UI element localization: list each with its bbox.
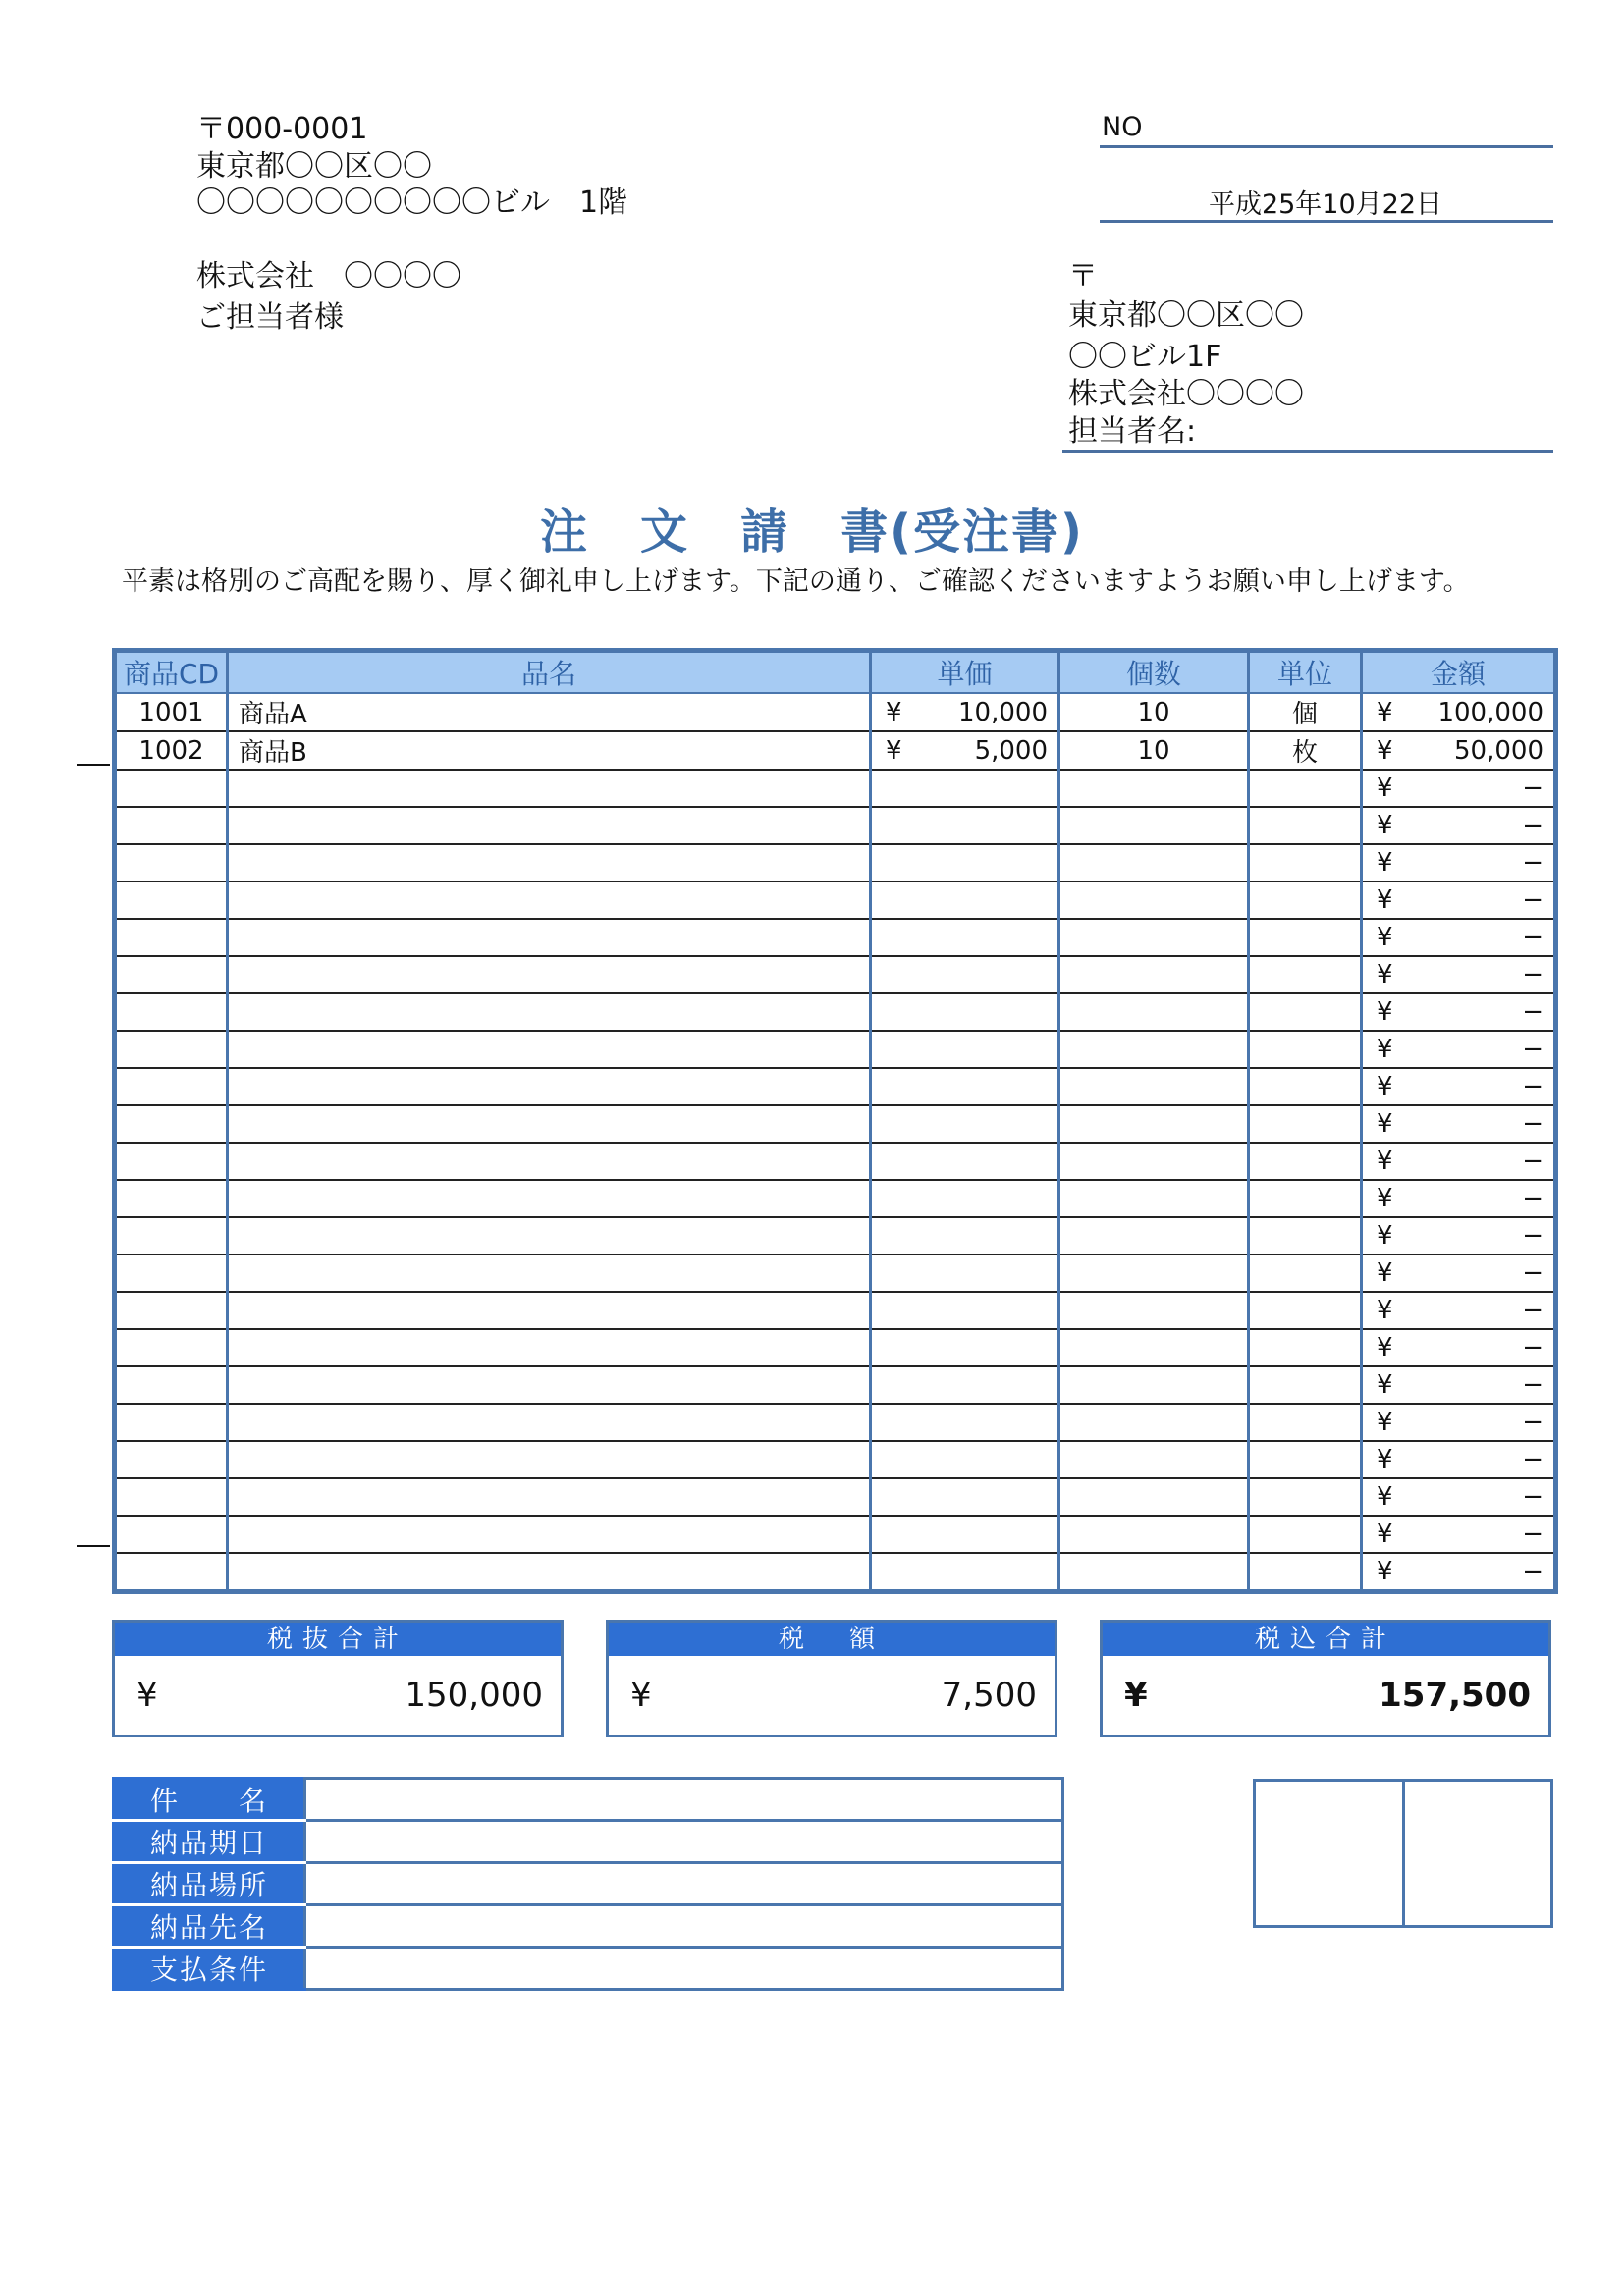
cell-unit bbox=[1249, 993, 1362, 1031]
recipient-address1: 東京都〇〇区〇〇 bbox=[1068, 298, 1304, 333]
yen-icon: ¥ bbox=[886, 697, 902, 727]
tax-label: 税 額 bbox=[609, 1623, 1055, 1656]
header-quantity: 個数 bbox=[1059, 651, 1249, 694]
amount-dash: − bbox=[1522, 923, 1543, 952]
cell-amount bbox=[1362, 1143, 1556, 1180]
amount-dash: − bbox=[1522, 1557, 1543, 1586]
cell-amount bbox=[1362, 770, 1556, 807]
cell-amount bbox=[1362, 1516, 1556, 1553]
yen-icon: ¥ bbox=[886, 735, 902, 766]
cell-quantity bbox=[1059, 1068, 1249, 1105]
table-row bbox=[115, 1105, 1556, 1143]
cell-product-name bbox=[228, 1329, 871, 1366]
table-row bbox=[115, 1366, 1556, 1404]
cell-quantity bbox=[1059, 1255, 1249, 1292]
cell-quantity: 10 bbox=[1059, 731, 1249, 770]
cell-unit bbox=[1249, 844, 1362, 881]
cell-quantity bbox=[1059, 1105, 1249, 1143]
cell-unit-price bbox=[871, 770, 1059, 807]
cell-amount bbox=[1362, 956, 1556, 993]
cell-quantity bbox=[1059, 956, 1249, 993]
cell-product-name: 商品B bbox=[228, 731, 871, 770]
cell-product-code bbox=[115, 1105, 228, 1143]
cell-amount bbox=[1362, 993, 1556, 1031]
cell-unit-price bbox=[871, 1478, 1059, 1516]
cell-amount bbox=[1362, 844, 1556, 881]
cell-unit bbox=[1249, 1255, 1362, 1292]
amount-dash: − bbox=[1522, 1408, 1543, 1437]
cell-quantity bbox=[1059, 807, 1249, 844]
cell-unit bbox=[1249, 1143, 1362, 1180]
yen-icon: ¥ bbox=[1377, 1520, 1393, 1549]
cell-amount bbox=[1362, 919, 1556, 956]
yen-icon: ¥ bbox=[1377, 1333, 1393, 1362]
date-underline bbox=[1100, 220, 1553, 223]
yen-icon: ¥ bbox=[1377, 735, 1393, 766]
header-product-code: 商品CD bbox=[115, 651, 228, 694]
cell-amount bbox=[1362, 1329, 1556, 1366]
amount-dash: − bbox=[1522, 885, 1543, 915]
amount-dash: − bbox=[1522, 960, 1543, 989]
cell-amount bbox=[1362, 807, 1556, 844]
sender-address1: 東京都〇〇区〇〇 bbox=[196, 149, 432, 184]
cell-amount bbox=[1362, 731, 1556, 770]
cell-unit-price bbox=[871, 919, 1059, 956]
cell-product-name bbox=[228, 1553, 871, 1592]
yen-icon: ¥ bbox=[630, 1676, 652, 1715]
cell-unit bbox=[1249, 770, 1362, 807]
recipient-company: 株式会社〇〇〇〇 bbox=[1068, 377, 1304, 411]
cell-quantity bbox=[1059, 1478, 1249, 1516]
cell-product-name bbox=[228, 1068, 871, 1105]
amount-dash: − bbox=[1522, 1147, 1543, 1176]
amount-dash: − bbox=[1522, 811, 1543, 840]
cell-product-name bbox=[228, 807, 871, 844]
table-row bbox=[115, 1329, 1556, 1366]
punch-mark-top bbox=[77, 764, 110, 766]
cell-quantity bbox=[1059, 770, 1249, 807]
cell-unit-price bbox=[871, 956, 1059, 993]
table-row bbox=[115, 1553, 1556, 1592]
money-value: 50,000 bbox=[1454, 735, 1543, 766]
cell-product-name: 商品A bbox=[228, 693, 871, 731]
cell-product-code bbox=[115, 1143, 228, 1180]
cell-quantity bbox=[1059, 1217, 1249, 1255]
cell-quantity bbox=[1059, 844, 1249, 881]
cell-quantity: 10 bbox=[1059, 693, 1249, 731]
cell-product-name bbox=[228, 1366, 871, 1404]
cell-quantity bbox=[1059, 1366, 1249, 1404]
cell-unit bbox=[1249, 1031, 1362, 1068]
sender-company: 株式会社 〇〇〇〇 bbox=[196, 259, 461, 294]
header-unit-price: 単価 bbox=[871, 651, 1059, 694]
cell-unit-price bbox=[871, 993, 1059, 1031]
cell-product-code bbox=[115, 1217, 228, 1255]
money-value: 10,000 bbox=[958, 697, 1048, 727]
yen-icon: ¥ bbox=[1377, 1109, 1393, 1139]
cell-unit bbox=[1249, 807, 1362, 844]
table-row bbox=[115, 731, 1556, 770]
table-row bbox=[115, 1478, 1556, 1516]
yen-icon: ¥ bbox=[1377, 811, 1393, 840]
cell-unit-price bbox=[871, 1143, 1059, 1180]
cell-unit-price bbox=[871, 731, 1059, 770]
cell-amount bbox=[1362, 1292, 1556, 1329]
cell-product-name bbox=[228, 1031, 871, 1068]
cell-product-name bbox=[228, 956, 871, 993]
subtotal-label: 税抜合計 bbox=[115, 1623, 561, 1656]
cell-unit-price bbox=[871, 1404, 1059, 1441]
cell-amount bbox=[1362, 881, 1556, 919]
yen-icon: ¥ bbox=[1377, 997, 1393, 1027]
cell-amount bbox=[1362, 1031, 1556, 1068]
money-value: 5,000 bbox=[974, 735, 1048, 766]
amount-dash: − bbox=[1522, 1520, 1543, 1549]
cell-product-code bbox=[115, 881, 228, 919]
cell-unit-price bbox=[871, 1217, 1059, 1255]
table-row bbox=[115, 770, 1556, 807]
money-value: 100,000 bbox=[1437, 697, 1543, 727]
table-row bbox=[115, 1292, 1556, 1329]
recipient-address2: 〇〇ビル1F bbox=[1068, 340, 1222, 374]
cell-amount bbox=[1362, 1217, 1556, 1255]
cell-product-code bbox=[115, 1478, 228, 1516]
subtotal-box bbox=[112, 1620, 564, 1737]
total-value: 157,500 bbox=[1379, 1676, 1531, 1715]
cell-unit: 個 bbox=[1249, 693, 1362, 731]
yen-icon: ¥ bbox=[1377, 1258, 1393, 1288]
cell-amount bbox=[1362, 1553, 1556, 1592]
cell-product-code bbox=[115, 919, 228, 956]
yen-icon: ¥ bbox=[1377, 1221, 1393, 1251]
header-product-name: 品名 bbox=[228, 651, 871, 694]
cell-unit-price bbox=[871, 1105, 1059, 1143]
cell-amount bbox=[1362, 1366, 1556, 1404]
amount-dash: − bbox=[1522, 997, 1543, 1027]
amount-dash: − bbox=[1522, 1072, 1543, 1101]
cell-unit-price bbox=[871, 1031, 1059, 1068]
info-label-subject: 件 名 bbox=[114, 1779, 305, 1821]
cell-product-name bbox=[228, 844, 871, 881]
cell-quantity bbox=[1059, 1404, 1249, 1441]
cell-quantity bbox=[1059, 1143, 1249, 1180]
yen-icon: ¥ bbox=[1377, 1147, 1393, 1176]
header-unit: 単位 bbox=[1249, 651, 1362, 694]
cell-unit bbox=[1249, 1105, 1362, 1143]
recipient-underline bbox=[1062, 450, 1553, 453]
cell-amount bbox=[1362, 1441, 1556, 1478]
cell-product-code bbox=[115, 1553, 228, 1592]
title-char-1: 注 bbox=[540, 505, 590, 560]
yen-icon: ¥ bbox=[1377, 960, 1393, 989]
cell-product-code bbox=[115, 1516, 228, 1553]
info-label-delivery-recipient: 納品先名 bbox=[114, 1905, 305, 1948]
cell-product-code bbox=[115, 1292, 228, 1329]
yen-icon: ¥ bbox=[1377, 1408, 1393, 1437]
cell-quantity bbox=[1059, 1292, 1249, 1329]
cell-product-name bbox=[228, 1255, 871, 1292]
cell-product-code bbox=[115, 1255, 228, 1292]
info-label-delivery-place: 納品場所 bbox=[114, 1863, 305, 1905]
cell-quantity bbox=[1059, 919, 1249, 956]
cell-unit bbox=[1249, 1329, 1362, 1366]
amount-dash: − bbox=[1522, 1184, 1543, 1213]
subtotal-value: 150,000 bbox=[405, 1676, 543, 1715]
recipient-postal: 〒 bbox=[1068, 259, 1098, 294]
amount-dash: − bbox=[1522, 1258, 1543, 1288]
yen-icon: ¥ bbox=[1377, 697, 1393, 727]
cell-quantity bbox=[1059, 1516, 1249, 1553]
items-table bbox=[112, 648, 1558, 1594]
cell-product-name bbox=[228, 1516, 871, 1553]
cell-unit bbox=[1249, 1068, 1362, 1105]
yen-icon: ¥ bbox=[1377, 1370, 1393, 1400]
items-table-header bbox=[115, 651, 1556, 694]
cell-product-name bbox=[228, 770, 871, 807]
cell-unit-price bbox=[871, 693, 1059, 731]
cell-unit bbox=[1249, 1366, 1362, 1404]
table-row bbox=[115, 1516, 1556, 1553]
cell-quantity bbox=[1059, 1553, 1249, 1592]
cell-product-name bbox=[228, 1404, 871, 1441]
stamp-cell-left bbox=[1256, 1782, 1405, 1925]
table-row bbox=[115, 1217, 1556, 1255]
yen-icon: ¥ bbox=[136, 1676, 158, 1715]
tax-value: 7,500 bbox=[941, 1676, 1037, 1715]
document-number-underline bbox=[1100, 145, 1553, 148]
cell-product-name bbox=[228, 1217, 871, 1255]
cell-unit bbox=[1249, 919, 1362, 956]
cell-unit-price bbox=[871, 1255, 1059, 1292]
cell-product-code bbox=[115, 1068, 228, 1105]
title-char-3: 請 bbox=[740, 505, 790, 560]
cell-amount bbox=[1362, 1105, 1556, 1143]
header-amount: 金額 bbox=[1362, 651, 1556, 694]
table-row bbox=[115, 1441, 1556, 1478]
cell-unit-price bbox=[871, 881, 1059, 919]
yen-icon: ¥ bbox=[1377, 848, 1393, 878]
cell-product-code bbox=[115, 1366, 228, 1404]
cell-unit-price bbox=[871, 1329, 1059, 1366]
yen-icon: ¥ bbox=[1377, 1482, 1393, 1512]
cell-product-code bbox=[115, 1180, 228, 1217]
table-row bbox=[115, 993, 1556, 1031]
order-info-table bbox=[112, 1777, 1064, 1991]
cell-amount bbox=[1362, 1478, 1556, 1516]
cell-unit-price bbox=[871, 1292, 1059, 1329]
cell-quantity bbox=[1059, 1329, 1249, 1366]
info-label-payment-terms: 支払条件 bbox=[114, 1948, 305, 1990]
info-value-delivery-recipient[interactable] bbox=[305, 1905, 1063, 1948]
cell-product-code bbox=[115, 1404, 228, 1441]
table-row bbox=[115, 956, 1556, 993]
table-row bbox=[115, 919, 1556, 956]
table-row bbox=[115, 1031, 1556, 1068]
cell-quantity bbox=[1059, 993, 1249, 1031]
cell-product-code: 1001 bbox=[115, 693, 228, 731]
cell-product-code bbox=[115, 956, 228, 993]
cell-unit-price bbox=[871, 844, 1059, 881]
amount-dash: − bbox=[1522, 1035, 1543, 1064]
cell-unit bbox=[1249, 1180, 1362, 1217]
table-row bbox=[115, 1068, 1556, 1105]
cell-quantity bbox=[1059, 881, 1249, 919]
info-label-delivery-date: 納品期日 bbox=[114, 1821, 305, 1863]
cell-unit-price bbox=[871, 1366, 1059, 1404]
cell-product-name bbox=[228, 1441, 871, 1478]
punch-mark-bottom bbox=[77, 1545, 110, 1547]
cell-unit bbox=[1249, 1478, 1362, 1516]
cell-unit bbox=[1249, 1441, 1362, 1478]
cell-product-code bbox=[115, 1031, 228, 1068]
cell-product-code bbox=[115, 1329, 228, 1366]
amount-dash: − bbox=[1522, 1109, 1543, 1139]
info-value-delivery-date[interactable] bbox=[305, 1821, 1063, 1863]
cell-unit-price bbox=[871, 1068, 1059, 1105]
amount-dash: − bbox=[1522, 1445, 1543, 1474]
cell-unit-price bbox=[871, 1180, 1059, 1217]
yen-icon: ¥ bbox=[1377, 885, 1393, 915]
cell-product-code bbox=[115, 993, 228, 1031]
table-row bbox=[115, 844, 1556, 881]
greeting-text: 平素は格別のご高配を賜り、厚く御礼申し上げます。下記の通り、ご確認くださいますようお願い申し上げます。 bbox=[122, 566, 1470, 597]
cell-unit-price bbox=[871, 1553, 1059, 1592]
title-rest: 書(受注書) bbox=[840, 505, 1084, 560]
cell-amount bbox=[1362, 1180, 1556, 1217]
cell-amount bbox=[1362, 1404, 1556, 1441]
cell-unit-price bbox=[871, 1516, 1059, 1553]
cell-amount bbox=[1362, 693, 1556, 731]
amount-dash: − bbox=[1522, 1482, 1543, 1512]
cell-unit bbox=[1249, 1516, 1362, 1553]
cell-product-name bbox=[228, 1105, 871, 1143]
amount-dash: − bbox=[1522, 1221, 1543, 1251]
cell-quantity bbox=[1059, 1180, 1249, 1217]
total-label: 税込合計 bbox=[1103, 1623, 1548, 1656]
title-char-2: 文 bbox=[640, 505, 690, 560]
yen-icon: ¥ bbox=[1377, 1557, 1393, 1586]
cell-unit bbox=[1249, 956, 1362, 993]
cell-product-name bbox=[228, 919, 871, 956]
cell-product-name bbox=[228, 1143, 871, 1180]
cell-product-name bbox=[228, 1478, 871, 1516]
info-value-payment-terms[interactable] bbox=[305, 1948, 1063, 1990]
yen-icon: ¥ bbox=[1377, 923, 1393, 952]
sender-postal: 〒000-0001 bbox=[196, 112, 368, 146]
info-value-delivery-place[interactable] bbox=[305, 1863, 1063, 1905]
amount-dash: − bbox=[1522, 1370, 1543, 1400]
page-title bbox=[0, 494, 1624, 561]
info-value-subject[interactable] bbox=[305, 1779, 1063, 1821]
cell-quantity bbox=[1059, 1441, 1249, 1478]
cell-product-name bbox=[228, 1180, 871, 1217]
cell-unit bbox=[1249, 1404, 1362, 1441]
stamp-box bbox=[1253, 1779, 1553, 1928]
amount-dash: − bbox=[1522, 774, 1543, 803]
table-row bbox=[115, 1255, 1556, 1292]
amount-dash: − bbox=[1522, 1296, 1543, 1325]
cell-unit bbox=[1249, 1217, 1362, 1255]
table-row bbox=[115, 1143, 1556, 1180]
yen-icon: ¥ bbox=[1377, 1184, 1393, 1213]
yen-icon: ¥ bbox=[1377, 774, 1393, 803]
cell-product-name bbox=[228, 881, 871, 919]
cell-unit: 枚 bbox=[1249, 731, 1362, 770]
amount-dash: − bbox=[1522, 1333, 1543, 1362]
table-row bbox=[115, 1180, 1556, 1217]
cell-product-code bbox=[115, 844, 228, 881]
sender-address2: 〇〇〇〇〇〇〇〇〇〇ビル 1階 bbox=[196, 186, 628, 220]
cell-product-code: 1002 bbox=[115, 731, 228, 770]
yen-icon: ¥ bbox=[1377, 1035, 1393, 1064]
tax-box bbox=[606, 1620, 1057, 1737]
yen-icon: ¥ bbox=[1377, 1445, 1393, 1474]
yen-icon: ¥ bbox=[1124, 1676, 1148, 1715]
stamp-cell-right bbox=[1405, 1782, 1551, 1925]
cell-unit bbox=[1249, 1292, 1362, 1329]
cell-unit-price bbox=[871, 1441, 1059, 1478]
cell-product-code bbox=[115, 770, 228, 807]
table-row bbox=[115, 1404, 1556, 1441]
cell-product-code bbox=[115, 807, 228, 844]
cell-product-name bbox=[228, 993, 871, 1031]
yen-icon: ¥ bbox=[1377, 1072, 1393, 1101]
cell-unit bbox=[1249, 881, 1362, 919]
cell-quantity bbox=[1059, 1031, 1249, 1068]
yen-icon: ¥ bbox=[1377, 1296, 1393, 1325]
cell-amount bbox=[1362, 1255, 1556, 1292]
total-box bbox=[1100, 1620, 1551, 1737]
document-date: 平成25年10月22日 bbox=[1208, 189, 1443, 220]
cell-product-code bbox=[115, 1441, 228, 1478]
recipient-contact-label: 担当者名: bbox=[1068, 414, 1197, 449]
cell-product-name bbox=[228, 1292, 871, 1329]
cell-amount bbox=[1362, 1068, 1556, 1105]
table-row bbox=[115, 807, 1556, 844]
table-row bbox=[115, 881, 1556, 919]
document-number-label: NO bbox=[1102, 112, 1143, 142]
amount-dash: − bbox=[1522, 848, 1543, 878]
table-row bbox=[115, 693, 1556, 731]
cell-unit-price bbox=[871, 807, 1059, 844]
sender-contact: ご担当者様 bbox=[196, 300, 344, 335]
cell-unit bbox=[1249, 1553, 1362, 1592]
